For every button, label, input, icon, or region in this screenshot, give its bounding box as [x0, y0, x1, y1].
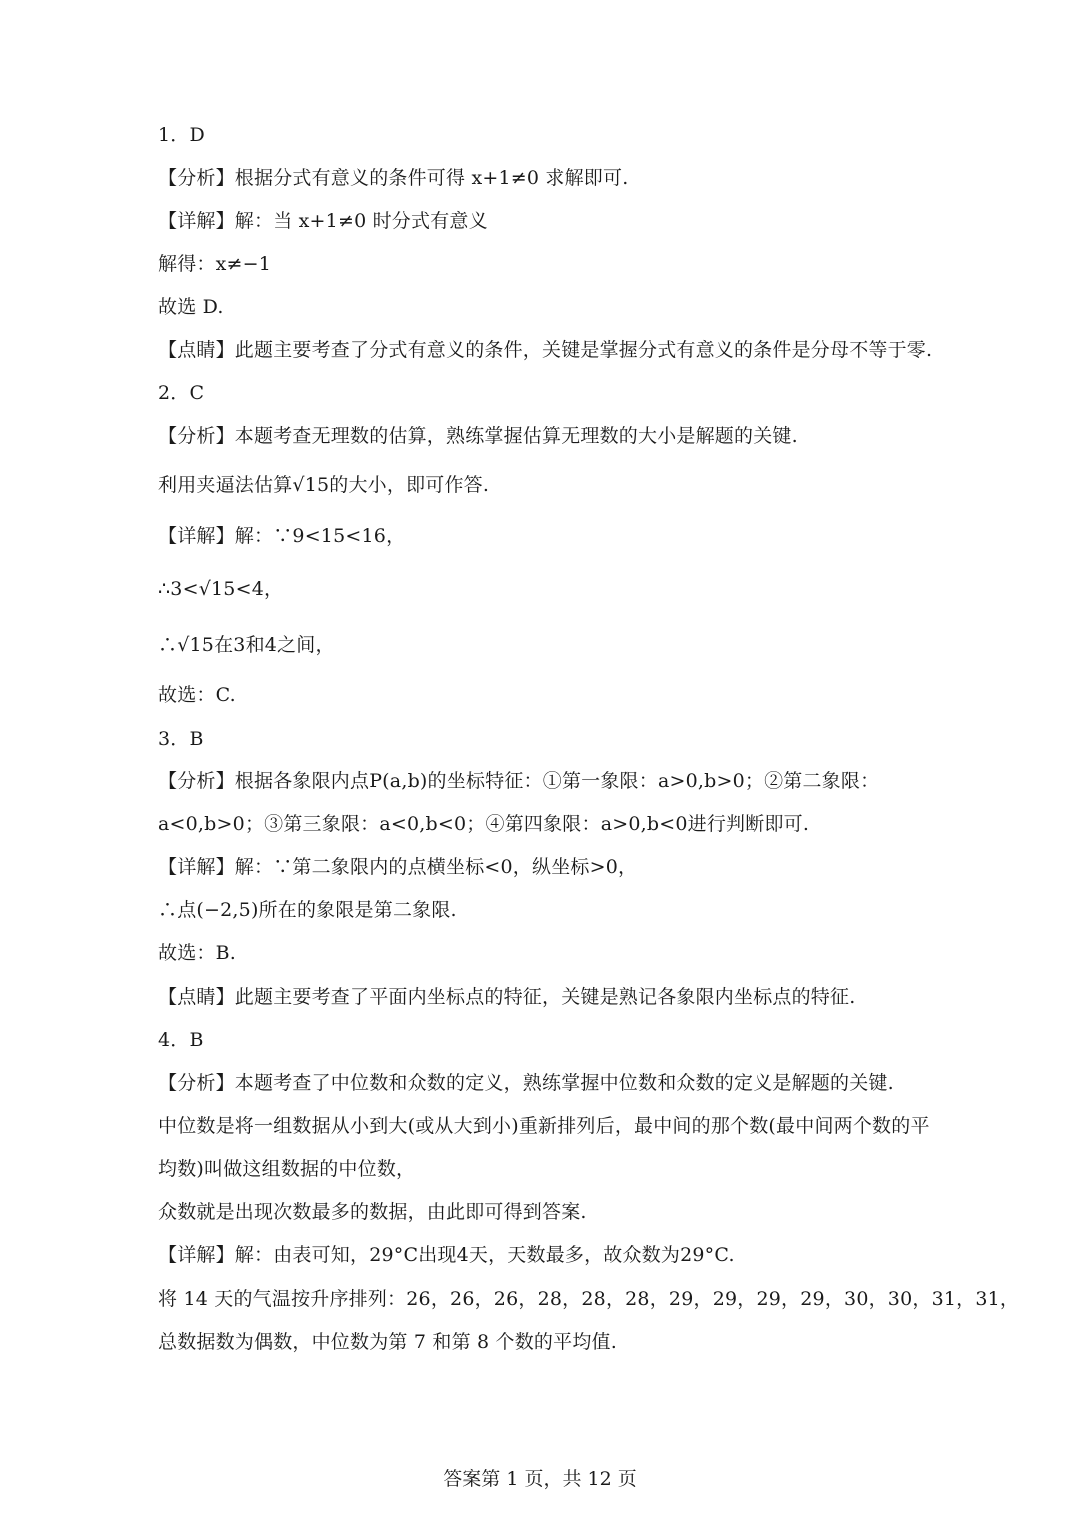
q3-answer: 3．B — [158, 728, 204, 750]
q4-sorted-data: 将 14 天的气温按升序排列：26，26，26，28，28，28，29，29，29，29，30，30，31，31， — [158, 1288, 1020, 1310]
q1-analysis: 【分析】根据分式有意义的条件可得 x+1≠0 求解即可. — [158, 167, 629, 189]
q3-conclusion: ∴点(−2,5)所在的象限是第二象限. — [158, 899, 457, 921]
q2-analysis: 【分析】本题考查无理数的估算，熟练掌握估算无理数的大小是解题的关键. — [158, 425, 798, 447]
q1-result: 解得：x≠−1 — [158, 253, 272, 275]
q2-inequality: ∴3<√15<4， — [158, 578, 284, 600]
q1-comment: 【点睛】此题主要考查了分式有意义的条件，关键是掌握分式有意义的条件是分母不等于零. — [158, 339, 933, 361]
q3-analysis-cont: a<0,b>0；③第三象限：a<0,b<0；④第四象限：a>0,b<0进行判断即可. — [158, 813, 810, 835]
q3-solution: 【详解】解：∵第二象限内的点横坐标<0，纵坐标>0， — [158, 856, 638, 878]
q3-choice: 故选：B. — [158, 942, 237, 964]
q4-analysis: 【分析】本题考查了中位数和众数的定义，熟练掌握中位数和众数的定义是解题的关键. — [158, 1072, 894, 1094]
q2-conclusion: ∴√15在3和4之间， — [158, 634, 335, 656]
q1-solution: 【详解】解：当 x+1≠0 时分式有意义 — [158, 210, 488, 232]
q4-answer: 4．B — [158, 1029, 204, 1051]
q4-median-note: 总数据数为偶数，中位数为第 7 和第 8 个数的平均值. — [158, 1331, 617, 1353]
q2-method: 利用夹逼法估算√15的大小，即可作答. — [158, 474, 490, 496]
q4-solution: 【详解】解：由表可知，29°C出现4天，天数最多，故众数为29°C. — [158, 1244, 735, 1266]
q1-choice: 故选 D. — [158, 296, 224, 318]
q2-choice: 故选：C. — [158, 684, 236, 706]
q4-median-def-cont: 均数)叫做这组数据的中位数， — [158, 1158, 416, 1180]
q1-answer: 1．D — [158, 124, 205, 146]
q4-median-def: 中位数是将一组数据从小到大(或从大到小)重新排列后，最中间的那个数(最中间两个数的平 — [158, 1115, 930, 1137]
q3-comment: 【点睛】此题主要考查了平面内坐标点的特征，关键是熟记各象限内坐标点的特征. — [158, 986, 856, 1008]
q4-mode-def: 众数就是出现次数最多的数据，由此即可得到答案. — [158, 1201, 587, 1223]
q2-solution: 【详解】解：∵9<15<16， — [158, 525, 406, 547]
q2-answer: 2．C — [158, 382, 205, 404]
q3-analysis: 【分析】根据各象限内点P(a,b)的坐标特征：①第一象限：a>0,b>0；②第二象限： — [158, 770, 880, 792]
page-footer: 答案第 1 页，共 12 页 — [443, 1468, 637, 1490]
